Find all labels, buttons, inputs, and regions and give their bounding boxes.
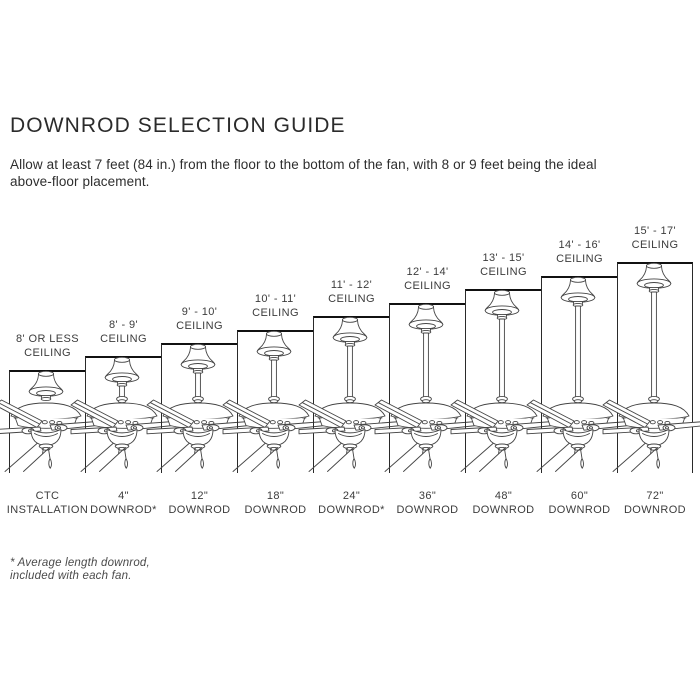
page-title: DOWNROD SELECTION GUIDE	[10, 114, 346, 137]
downrod-word-text: DOWNROD*	[90, 503, 157, 516]
ceiling-range-text: 13' - 15'	[482, 252, 525, 264]
downrod-word-text: DOWNROD	[244, 503, 307, 516]
ceiling-range-text: 15' - 17'	[633, 225, 677, 237]
ceiling-range-text: 8' - 9'	[108, 319, 138, 331]
ceiling-range-text: 9' - 10'	[181, 306, 218, 318]
downrod-size-text: 12"	[190, 490, 209, 502]
downrod-size-text: 48"	[494, 490, 513, 502]
downrod-word-text: DOWNROD	[548, 503, 611, 516]
downrod-size-text: 24"	[342, 490, 361, 502]
ceiling-range-text: 8' OR LESS	[16, 333, 79, 345]
footnote-line-1: * Average length downrod,	[10, 557, 150, 569]
ceiling-range-text: 11' - 12'	[330, 279, 373, 291]
ceiling-word-text: CEILING	[480, 265, 527, 278]
downrod-word-text: DOWNROD	[168, 503, 231, 516]
ceiling-word-text: CEILING	[404, 279, 451, 292]
ceiling-word-text: CEILING	[24, 346, 71, 359]
downrod-size-text: CTC	[35, 490, 60, 502]
downrod-word-text: INSTALLATION	[6, 503, 89, 516]
downrod-word-text: DOWNROD	[396, 503, 459, 516]
fan-diagram-section	[617, 225, 693, 516]
downrod-length-label	[600, 490, 700, 517]
subtitle-line-1: Allow at least 7 feet (84 in.) from the floor to the bottom of the fan, with 8 or 9 feet being the ideal	[10, 157, 597, 172]
ceiling-range-text: 14' - 16'	[558, 239, 601, 251]
ceiling-word-text: CEILING	[252, 306, 299, 319]
subtitle-line-2: above-floor placement.	[10, 174, 150, 189]
ceiling-word-text: CEILING	[176, 319, 223, 332]
ceiling-word-text: CEILING	[100, 332, 147, 345]
ceiling-word-text: CEILING	[556, 252, 603, 265]
ceiling-range-text: 10' - 11'	[254, 293, 297, 305]
downrod-size-text: 60"	[570, 490, 589, 502]
downrod-size-text: 72"	[646, 490, 664, 502]
footnote	[10, 557, 150, 583]
ceiling-fan-illustration	[602, 261, 700, 472]
downrod-size-text: 36"	[418, 490, 437, 502]
ceiling-word-text: CEILING	[631, 238, 679, 251]
footnote-line-2: included with each fan.	[10, 570, 132, 582]
downrod-diagram	[6, 0, 693, 516]
ceiling-height-label	[600, 225, 700, 252]
downrod-word-text: DOWNROD	[623, 503, 687, 516]
downrod-word-text: DOWNROD*	[318, 503, 385, 516]
downrod-size-text: 4"	[118, 490, 129, 502]
downrod-size-text: 18"	[266, 490, 285, 502]
ceiling-word-text: CEILING	[328, 292, 375, 305]
downrod-word-text: DOWNROD	[472, 503, 535, 516]
ceiling-range-text: 12' - 14'	[406, 266, 449, 278]
